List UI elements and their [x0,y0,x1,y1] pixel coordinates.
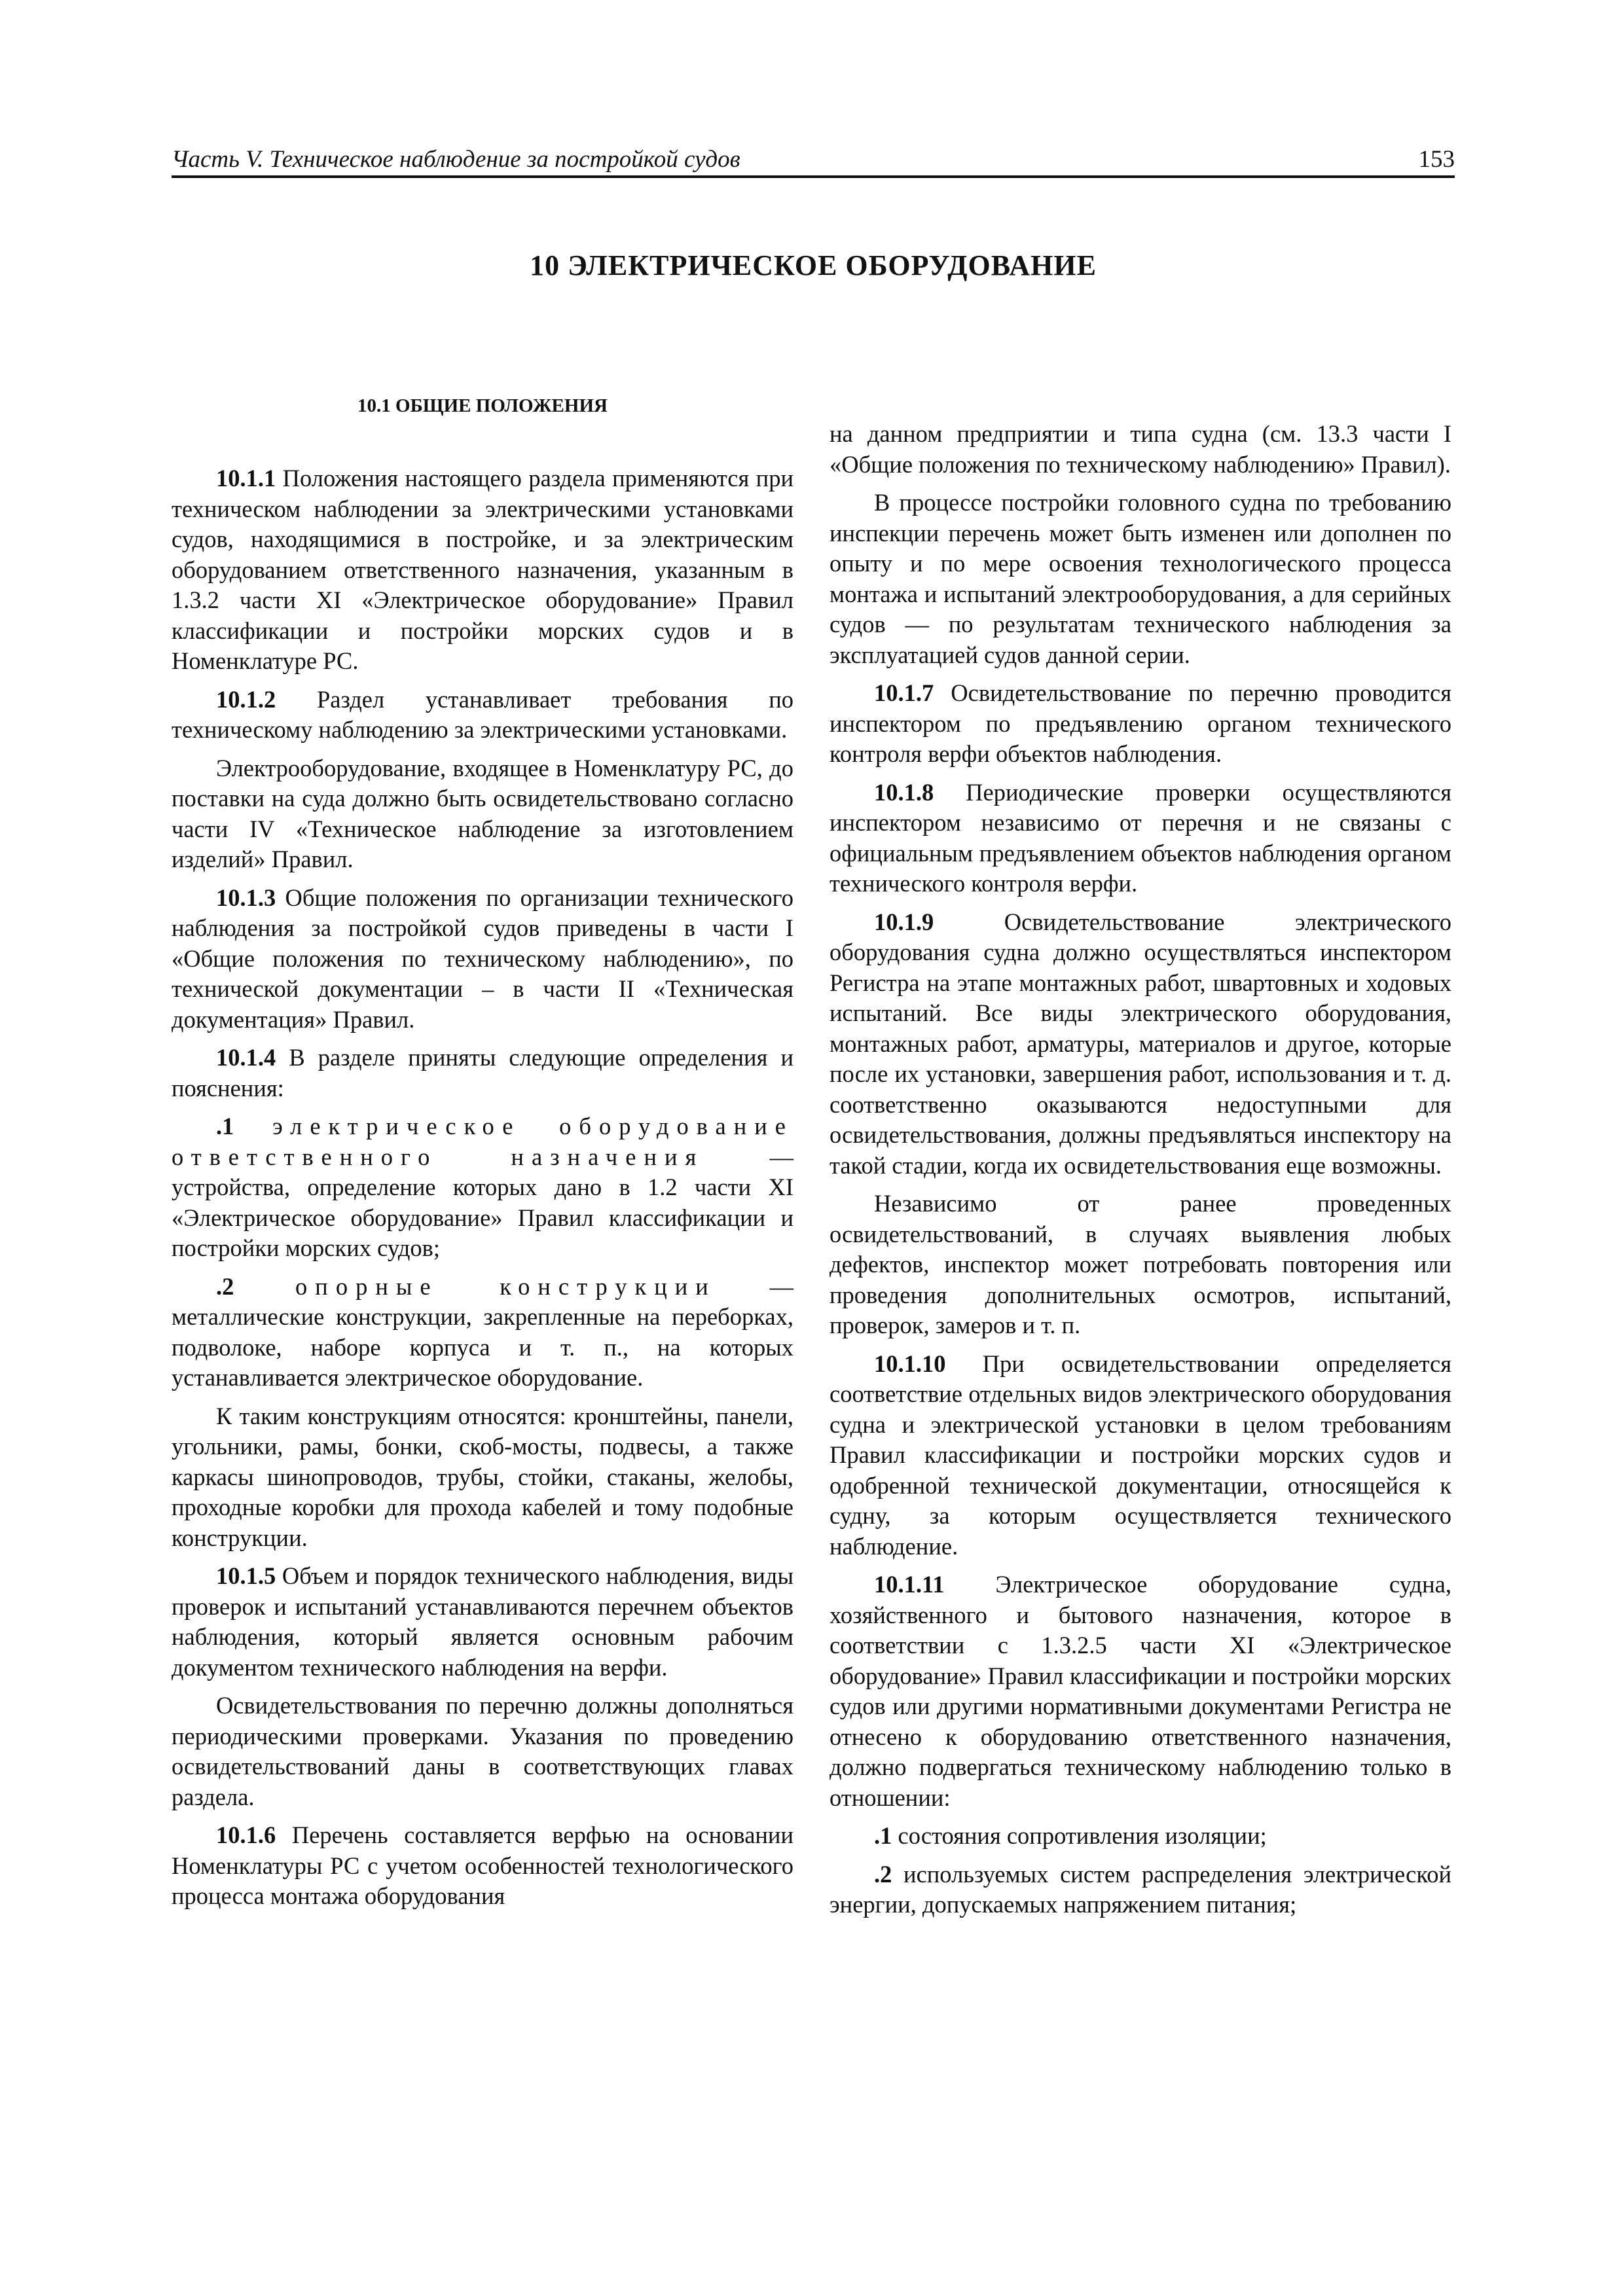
clause-number: 10.1.3 [216,884,276,911]
left-column [172,393,793,1920]
defined-term: электрическое оборудование ответственного назначения [172,1113,793,1170]
paragraph-text: Общие положения по организации технического наблюдения за постройкой судов приведены в части I «Общие положения по техническому наблюдению», по технической документации – в части II «Техническая документация» Правил. [172,884,793,1033]
paragraph-10-1-11 [830,1570,1451,1813]
paragraph-text: Электрооборудование, входящее в Номенклатуру РС, до поставки на суда должно быть освидетельствовано согласно части IV «Техническое наблюдение за изготовлением изделий» Правил. [172,754,793,872]
paragraph-text: на данном предприятии и типа судна (см. 13.3 части I «Общие положения по техническому наблюдению» Правил). [830,420,1451,478]
right-column [830,419,1451,1928]
clause-number: 10.1.7 [874,679,934,706]
paragraph-10-1-9 [830,907,1451,1181]
item-text: используемых систем распределения электрической энергии, допускаемых напряжением питания; [830,1860,1451,1918]
item-number: .2 [874,1860,892,1888]
page-number: 153 [1418,146,1455,173]
paragraph-10-1-1 [172,463,793,677]
item-text: состояния сопротивления изоляции; [892,1822,1267,1849]
clause-number: 10.1.2 [216,685,276,713]
paragraph [172,753,793,875]
paragraph-10-1-6 [172,1820,793,1912]
paragraph-10-1-5 [172,1561,793,1683]
clause-number: 10.1.4 [216,1044,276,1071]
definition-2 [172,1272,793,1393]
paragraph [830,488,1451,670]
clause-number: 10.1.10 [874,1350,946,1377]
running-head [172,139,1455,178]
clause-number: 10.1.5 [216,1562,276,1589]
header-rule [172,175,1455,178]
running-head-title: Часть V. Техническое наблюдение за постройкой судов [172,146,740,173]
definition-1 [172,1111,793,1264]
paragraph-continuation [830,419,1451,480]
paragraph-text: Перечень составляется верфью на основании Номенклатуры РС с учетом особенностей технологического процесса монтажа оборудования [172,1821,793,1909]
item-number: .1 [216,1113,234,1139]
clause-number: 10.1.8 [874,778,934,806]
paragraph-text: Периодические проверки осуществляются инспектором независимо от перечня и не связаны с официальным предъявлением объектов наблюдения органом технического контроля верфи. [830,778,1451,897]
paragraph [172,1691,793,1812]
paragraph-text: Объем и порядок технического наблюдения, виды проверок и испытаний устанавливаются перечнем объектов наблюдения, который является основным рабочим документом технического наблюдения на верфи. [172,1562,793,1681]
paragraph-text: Электрическое оборудование судна, хозяйственного и бытового назначения, которое в соответствии с 1.3.2.5 части XI «Электрическое оборудование» Правил классификации и постройки морских судов или другими нормативными документами Регистра не отнесено к оборудованию ответственного назначения, должно подвергаться техническому наблюдению только в отношении: [830,1571,1451,1811]
paragraph-text: Положения настоящего раздела применяются при техническом наблюдении за электрическими установками судов, находящимися в постройке, и за электрическим оборудованием ответственного назначения, указанным в 1.3.2 части XI «Электрическое оборудование» Правил классификации и постройки морских судов и в Номенклатуре РС. [172,465,793,674]
list-item-1 [830,1821,1451,1852]
paragraph-10-1-8 [830,778,1451,899]
paragraph-10-1-7 [830,678,1451,770]
clause-number: 10.1.9 [874,908,934,935]
paragraph [172,1401,793,1554]
paragraph-text: К таким конструкциям относятся: кронштейны, панели, угольники, рамы, бонки, скоб-мосты, подвесы, а также каркасы шинопроводов, трубы, стойки, стаканы, желобы, проходные коробки для прохода кабелей и тому подобные конструкции. [172,1402,793,1551]
paragraph-10-1-3 [172,883,793,1035]
definition-text: — устройства, определение которых дано в 1.2 части XI «Электрическое оборудование» Правил классификации и постройки морских судов; [172,1143,793,1261]
paragraph-text: Освидетельствование электрического оборудования судна должно осуществляться инспектором Регистра на этапе монтажных работ, швартовных и ходовых испытаний. Все виды электрического оборудования, монтажных работ, арматуры, материалов и другое, которые после их установки, завершения работ, использования и т. д. соответственно оказываются недоступными для освидетельствования, должны предъявляться инспектору на такой стадии, когда их освидетельствования еще возможны. [830,908,1451,1179]
definition-text: — металлические конструкции, закрепленные на переборках, подволоке, наборе корпуса и т. п., на которых устанавливается электрическое оборудование. [172,1272,793,1391]
list-item-2 [830,1859,1451,1920]
chapter-title: 10 ЭЛЕКТРИЧЕСКОЕ ОБОРУДОВАНИЕ [530,249,1097,281]
clause-number: 10.1.11 [874,1571,945,1598]
paragraph-text: В разделе приняты следующие определения и пояснения: [172,1044,793,1102]
paragraph-text: Независимо от ранее проведенных освидетельствований, в случаях выявления любых дефектов, инспектор может потребовать повторения или проведения дополнительных осмотров, испытаний, проверок, замеров и т. п. [830,1190,1451,1338]
paragraph-text: В процессе постройки головного судна по требованию инспекции перечень может быть изменен или дополнен по опыту и по мере освоения технологического процесса монтажа и испытаний электрооборудования, а для серийных судов — по результатам технического наблюдения за эксплуатацией судов данной серии. [830,489,1451,668]
item-number: .2 [216,1272,234,1300]
paragraph-10-1-4 [172,1043,793,1103]
paragraph-10-1-10 [830,1349,1451,1562]
paragraph [830,1189,1451,1341]
clause-number: 10.1.6 [216,1821,276,1848]
paragraph-text: Освидетельствования по перечню должны дополняться периодическими проверками. Указания по проведению освидетельствований даны в соответствующих главах раздела. [172,1692,793,1810]
paragraph-10-1-2 [172,685,793,745]
paragraph-text: Раздел устанавливает требования по техническому наблюдению за электрическими установками. [172,685,793,743]
paragraph-text: Освидетельствование по перечню проводится инспектором по предъявлению органом технического контроля верфи объектов наблюдения. [830,679,1451,767]
item-number: .1 [874,1822,892,1849]
clause-number: 10.1.1 [216,465,276,492]
section-heading: 10.1 ОБЩИЕ ПОЛОЖЕНИЯ [357,395,608,416]
defined-term: опорные конструкции [234,1272,716,1300]
paragraph-text: При освидетельствовании определяется соответствие отдельных видов электрического оборудования судна и электрической установки в целом требованиям Правил классификации и постройки морских судов и одобренной технической документации, относящейся к судну, за которым осуществляется технического наблюдение. [830,1350,1451,1560]
